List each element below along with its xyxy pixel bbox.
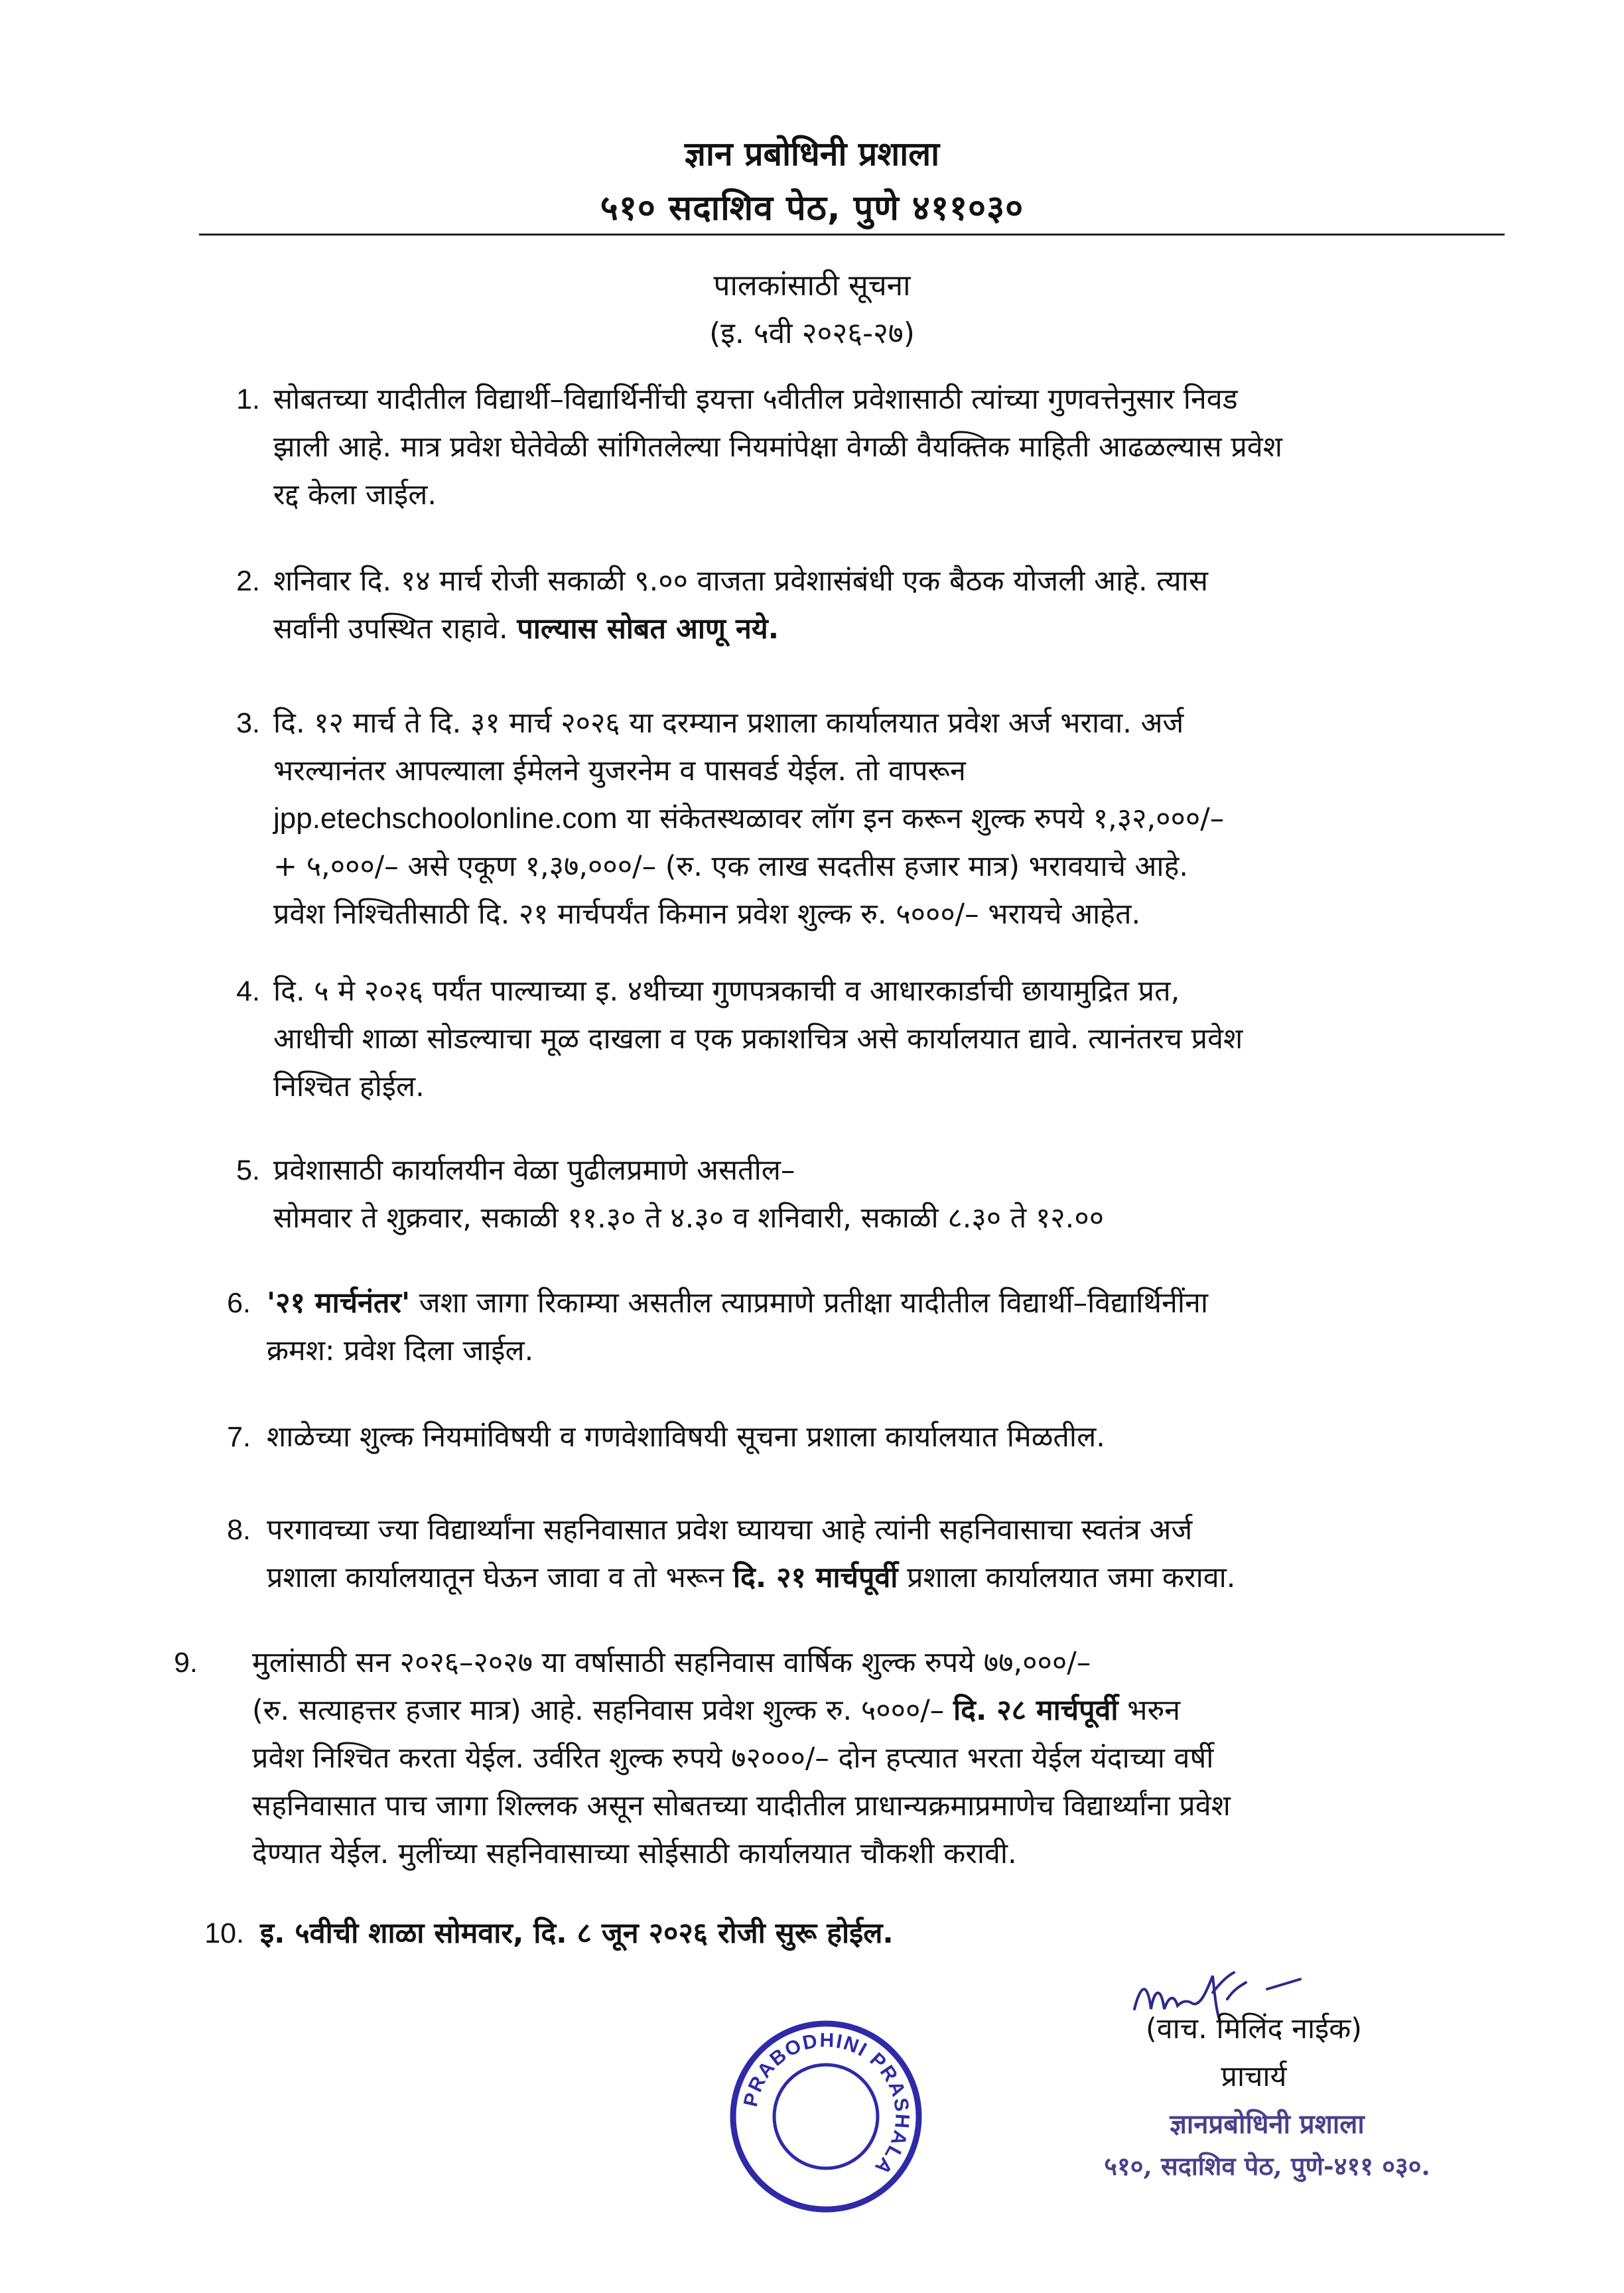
- item-text: शनिवार दि. १४ मार्च रोजी सकाळी ९.०० वाजता प्रवेशासंबंधी एक बैठक योजली आहे. त्यास: [273, 565, 1208, 598]
- item-text: झाली आहे. मात्र प्रवेश घेतेवेळी सांगितलेल्या नियमांपेक्षा वेगळी वैयक्तिक माहिती आढळल्यास प्रवेश: [273, 431, 1282, 464]
- item-emphasis: दि. २१ मार्चपूर्वी: [732, 1561, 898, 1594]
- item-number: 9.: [174, 1647, 198, 1679]
- item-text: सर्वांनी उपस्थित राहावे.: [273, 612, 517, 646]
- item-text: परगावच्या ज्या विद्यार्थ्यांना सहनिवासात प्रवेश घ्यायचा आहे त्यांनी सहनिवासाचा स्वतंत्र अर्ज: [267, 1513, 1193, 1547]
- item-text: क्रमश: प्रवेश दिला जाईल.: [267, 1334, 534, 1367]
- website-link[interactable]: jpp.etechschoolonline.com: [273, 802, 618, 835]
- item-number: 7.: [227, 1421, 251, 1453]
- svg-text:PRABODHINI PRASHALA: PRABODHINI PRASHALA: [739, 2029, 914, 2180]
- item-text: (रु. सत्याहत्तर हजार मात्र) आहे. सहनिवास प्रवेश शुल्क रु. ५०००/–: [252, 1694, 953, 1727]
- item-number: 3.: [236, 707, 260, 739]
- item-text: रद्द केला जाईल.: [273, 478, 437, 512]
- item-text: प्रवेश निश्चित करता येईल. उर्वरित शुल्क रुपये ७२०००/– दोन हप्त्यात भरता येईल यंदाच्या वर्षी: [252, 1742, 1214, 1775]
- item-text: सहनिवासात पाच जागा शिल्लक असून सोबतच्या यादीतील प्राधान्यक्रमाप्रमाणेच विद्यार्थ्यांना प्रवेश: [252, 1789, 1231, 1823]
- item-text: निश्चित होईल.: [273, 1070, 425, 1103]
- item-text: या संकेतस्थळावर लॉग इन करून शुल्क रुपये १,३२,०००/–: [617, 802, 1225, 835]
- item-text: प्रवेश निश्चितीसाठी दि. २१ मार्चपर्यंत किमान प्रवेश शुल्क रु. ५०००/– भरायचे आहेत.: [273, 898, 1141, 931]
- item-emphasis: पाल्यास सोबत आणू नये.: [517, 612, 779, 646]
- item-number: 10.: [204, 1917, 244, 1949]
- item-emphasis: दि. २८ मार्चपूर्वी: [953, 1694, 1118, 1727]
- item-text: शाळेच्या शुल्क नियमांविषयी व गणवेशाविषयी सूचना प्रशाला कार्यालयात मिळतील.: [267, 1421, 1105, 1454]
- item-text: + ५,०००/– असे एकूण १,३७,०००/– (रु. एक लाख सदतीस हजार मात्र) भरावयाचे आहे.: [273, 850, 1189, 883]
- item-text: आधीची शाळा सोडल्याचा मूळ दाखला व एक प्रकाशचित्र असे कार्यालयात द्यावे. त्यानंतरच प्रवेश: [273, 1022, 1243, 1056]
- item-text: प्रशाला कार्यालयात जमा करावा.: [898, 1561, 1236, 1594]
- item-text: प्रशाला कार्यालयातून घेऊन जावा व तो भरून: [267, 1561, 733, 1594]
- item-number: 4.: [236, 975, 260, 1007]
- item-text: दि. ५ मे २०२६ पर्यंत पाल्याच्या इ. ४थीच्या गुणपत्रकाची व आधारकार्डाची छायामुद्रित प्रत,: [273, 975, 1180, 1008]
- school-seal: [723, 2017, 929, 2216]
- notice-title: पालकांसाठी सूचना: [713, 269, 911, 303]
- item-text: इ. ५वीची शाळा सोमवार, दि. ८ जून २०२६ रोजी सुरू होईल.: [260, 1917, 894, 1950]
- item-text: प्रवेशासाठी कार्यालयीन वेळा पुढीलप्रमाणे असतील–: [273, 1154, 795, 1187]
- stamp-school-name: ज्ञानप्रबोधिनी प्रशाला: [1170, 2109, 1365, 2140]
- item-text: सोबतच्या यादीतील विद्यार्थी–विद्यार्थिनींची इयत्ता ५वीतील प्रवेशासाठी त्यांच्या गुणवत्तेनुसार निवड: [273, 383, 1238, 416]
- school-address: ५१० सदाशिव पेठ, पुणे ४११०३०: [600, 188, 1024, 228]
- item-number: 6.: [227, 1287, 251, 1319]
- notice-subtitle: (इ. ५वी २०२६-२७): [709, 316, 915, 350]
- item-number: 1.: [236, 383, 260, 415]
- item-text: मुलांसाठी सन २०२६–२०२७ या वर्षासाठी सहनिवास वार्षिक शुल्क रुपये ७७,०००/–: [252, 1646, 1091, 1679]
- item-text: देण्यात येईल. मुलींच्या सहनिवासाच्या सोईसाठी कार्यालयात चौकशी करावी.: [252, 1837, 1017, 1870]
- item-number: 5.: [236, 1154, 260, 1186]
- item-text: दि. १२ मार्च ते दि. ३१ मार्च २०२६ या दरम्यान प्रशाला कार्यालयात प्रवेश अर्ज भरावा. अर्ज: [273, 707, 1184, 740]
- item-number: 2.: [236, 565, 260, 597]
- stamp-address: ५१०, सदाशिव पेठ, पुणे-४११ ०३०.: [1104, 2151, 1430, 2181]
- header-divider: [199, 234, 1505, 236]
- item-text: भरल्यानंतर आपल्याला ईमेलने युजरनेम व पासवर्ड येईल. तो वापरून: [273, 754, 966, 788]
- item-text: जशा जागा रिकाम्या असतील त्याप्रमाणे प्रतीक्षा यादीतील विद्यार्थी–विद्यार्थिनींना: [410, 1286, 1208, 1320]
- item-text: सोमवार ते शुक्रवार, सकाळी ११.३० ते ४.३० व शनिवारी, सकाळी ८.३० ते १२.००: [273, 1202, 1105, 1235]
- item-text: भरुन: [1118, 1694, 1181, 1727]
- signer-designation: प्राचार्य: [1221, 2060, 1287, 2093]
- item-emphasis: '२१ मार्चनंतर': [267, 1286, 411, 1320]
- signer-name: (वाच. मिलिंद नाईक): [1145, 2012, 1363, 2046]
- school-name: ज्ञान प्रबोधिनी प्रशाला: [684, 135, 940, 173]
- item-number: 8.: [227, 1514, 251, 1546]
